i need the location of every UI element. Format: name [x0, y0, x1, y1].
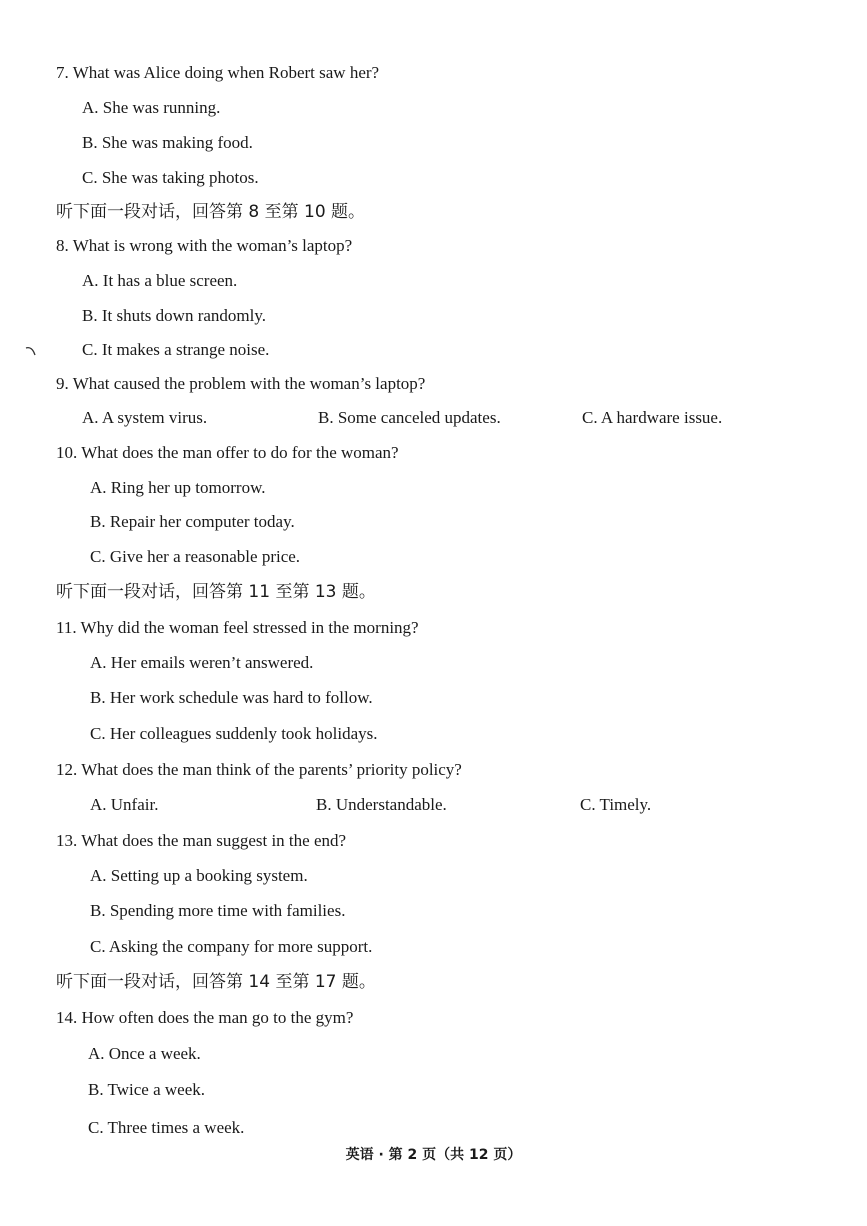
q10-option-a: A. Ring her up tomorrow. [90, 478, 266, 497]
q12-option-a: A. Unfair. [90, 795, 159, 814]
pen-mark-icon [24, 344, 38, 358]
q10-option-c: C. Give her a reasonable price. [90, 547, 301, 566]
q7-option-a: A. She was running. [82, 98, 221, 117]
q12-option-c: C. Timely. [580, 795, 652, 814]
q7-option-b: B. She was making food. [82, 133, 253, 152]
q14-option-b: B. Twice a week. [88, 1080, 205, 1099]
q9-option-a: A. A system virus. [82, 408, 208, 427]
q7-option-c: C. She was taking photos. [82, 168, 259, 187]
q13-option-b: B. Spending more time with families. [90, 901, 346, 920]
page-footer: 英语 · 第 2 页（共 12 页） [345, 1147, 522, 1163]
q14-option-c: C. Three times a week. [88, 1118, 245, 1137]
q9-option-c: C. A hardware issue. [582, 408, 723, 427]
q8-option-a: A. It has a blue screen. [82, 271, 238, 290]
question-7: 7. What was Alice doing when Robert saw her? [56, 63, 380, 82]
section-header-14-17: 听下面一段对话，回答第 14 至第 17 题。 [56, 972, 376, 992]
question-14: 14. How often does the man go to the gym? [56, 1008, 354, 1027]
question-13: 13. What does the man suggest in the end? [56, 831, 347, 850]
q8-option-c: C. It makes a strange noise. [82, 340, 270, 359]
q12-option-b: B. Understandable. [316, 795, 447, 814]
question-9: 9. What caused the problem with the woman’s laptop? [56, 374, 426, 393]
q11-option-c: C. Her colleagues suddenly took holidays. [90, 724, 378, 743]
section-header-11-13: 听下面一段对话，回答第 11 至第 13 题。 [56, 582, 376, 602]
q10-option-b: B. Repair her computer today. [90, 512, 295, 531]
question-10: 10. What does the man offer to do for the woman? [56, 443, 399, 462]
question-12: 12. What does the man think of the parents’ priority policy? [56, 760, 462, 779]
q14-option-a: A. Once a week. [88, 1044, 201, 1063]
question-8: 8. What is wrong with the woman’s laptop? [56, 236, 353, 255]
q8-option-b: B. It shuts down randomly. [82, 306, 267, 325]
q13-option-c: C. Asking the company for more support. [90, 937, 373, 956]
q11-option-a: A. Her emails weren’t answered. [90, 653, 314, 672]
q11-option-b: B. Her work schedule was hard to follow. [90, 688, 373, 707]
q9-option-b: B. Some canceled updates. [318, 408, 501, 427]
question-11: 11. Why did the woman feel stressed in the morning? [56, 618, 419, 637]
q13-option-a: A. Setting up a booking system. [90, 866, 308, 885]
section-header-8-10: 听下面一段对话，回答第 8 至第 10 题。 [56, 202, 366, 222]
